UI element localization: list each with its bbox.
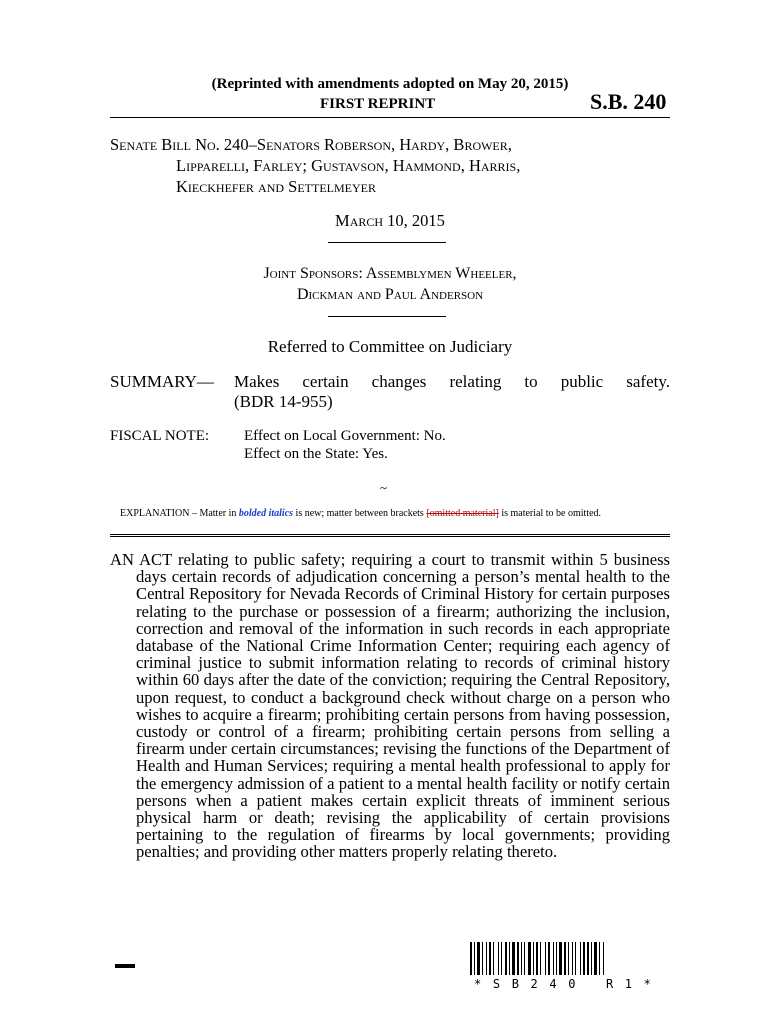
divider-rule-2 [328, 316, 446, 317]
joint-sponsors-line-2: Dickman and Paul Anderson [296, 286, 484, 303]
section-tilde: ~ [380, 480, 388, 495]
sponsors-line-3: Kieckhefer and Settelmeyer [176, 177, 376, 196]
fiscal-note-label: FISCAL NOTE: [110, 428, 210, 444]
sponsors-line-2: Lipparelli, Farley; Gustavson, Hammond, Harris, [176, 156, 521, 175]
joint-sponsors-line-1: Joint Sponsors: Assemblymen Wheeler, [263, 265, 517, 282]
bill-date: March 10, 2015 [335, 211, 445, 230]
act-text [110, 551, 670, 861]
joint-sponsors [110, 263, 670, 305]
summary-bdr: (BDR 14-955) [234, 392, 333, 411]
explanation-middle: is new; matter between brackets [293, 508, 427, 519]
first-reprint-label: FIRST REPRINT [320, 96, 436, 112]
header-rule [110, 117, 670, 118]
committee-referral: Referred to Committee on Judiciary [267, 337, 513, 356]
explanation-suffix: is material to be omitted. [498, 508, 602, 519]
double-rule [110, 534, 670, 537]
explanation-omitted: [omitted material] [426, 508, 499, 519]
act-paragraph: AN ACT relating to public safety; requiring a court to transmit within 5 business days certain records of adjudication concerning a person’s mental health to the Central Repository for Nevada Records of Criminal History for certain purposes relating to the purchase or possession of a firearm; authorizing the inclusion, correction and removal of the information in such records in each appropriate database of the National Crime Information Center; requiring each agency of criminal justice to submit information relating to records of criminal history within 60 days after the date of the conviction; requiring the Central Repository, upon request, to conduct a background check without charge on a person who wishes to acquire a firearm; prohibiting certain persons from having possession, custody or control of a firearm; prohibiting certain persons from selling a firearm under certain circumstances; revising the functions of the Department of Health and Human Services; requiring a mental health professional to apply for the emergency admission of a patient to a mental health facility or notify certain persons when a patient makes certain explicit threats of imminent serious physical harm or death; revising the applicability of certain provisions pertaining to the regulation of firearms by local governments; providing penalties; and providing other matters properly relating thereto. [110, 550, 670, 862]
divider-rule-1 [328, 242, 446, 243]
fiscal-state: Effect on the State: Yes. [244, 446, 388, 462]
reprint-note: (Reprinted with amendments adopted on May 20, 2015) [211, 76, 569, 92]
page-dash [115, 964, 135, 968]
bill-number: S.B. 240 [590, 89, 667, 114]
barcode-text: * S B 2 4 0 R 1 * [474, 977, 654, 991]
bill-sponsors [110, 134, 670, 197]
summary-label: SUMMARY— [110, 372, 214, 391]
explanation [120, 508, 680, 519]
fiscal-local: Effect on Local Government: No. [244, 428, 446, 444]
barcode-image [470, 942, 660, 975]
sponsors-line-1: Senate Bill No. 240–Senators Roberson, Hardy, Brower, [110, 135, 512, 154]
explanation-bolded: bolded italics [238, 508, 294, 519]
summary-text: Makes certain changes relating to public safety. [234, 372, 670, 391]
explanation-prefix: EXPLANATION – Matter in [120, 508, 239, 519]
